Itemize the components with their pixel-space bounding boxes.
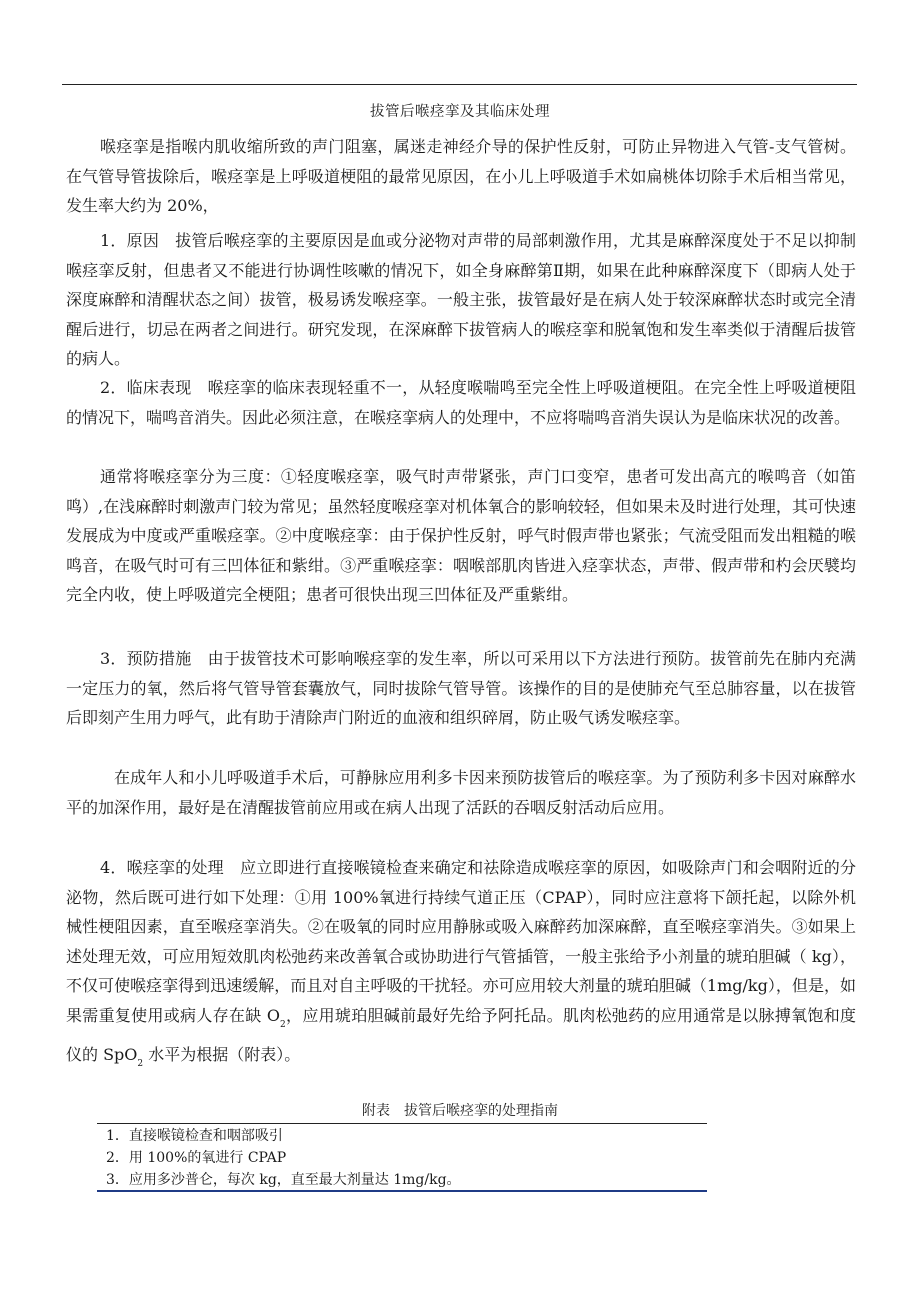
prevention-paragraph: 3．预防措施 由于拔管技术可影响喉痉挛的发生率，所以可采用以下方法进行预防。拔管前先在肺内充满一定压力的氧，然后将气管导管套囊放气，同时拔除气管导管。该操作的目的是使肺充气至总肺容量，以在拔管后即刻产生用力呼气，此有助于清除声门附近的血液和组织碎屑，防止吸气诱发喉痉挛。 — [66, 649, 856, 727]
treatment-text-c: 水平为根据（附表）。 — [143, 1045, 301, 1064]
table-caption: 附表 拔管后喉痉挛的处理指南 — [362, 1103, 558, 1119]
intro-paragraph: 喉痉挛是指喉内肌收缩所致的声门阻塞，属迷走神经介导的保护性反射，可防止异物进入气管-支气管树。在气管导管拔除后，喉痉挛是上呼吸道梗阻的最常见原因，在小儿上呼吸道手术如扁桃体切除手术后相当常见，发生率大约为 20%， — [66, 137, 856, 215]
subscript-2: 2 — [280, 1019, 286, 1030]
header-rule — [62, 84, 857, 85]
table-row: 3．应用多沙普仑，每次 kg，直至最大剂量达 1mg/kg。 — [106, 1172, 461, 1188]
cause-paragraph: 1．原因 拔管后喉痉挛的主要原因是血或分泌物对声带的局部刺激作用，尤其是麻醉深度处于不足以抑制喉痉挛反射，但患者又不能进行协调性咳嗽的情况下，如全身麻醉第Ⅱ期，如果在此种麻醉深度下（即病人处于深度麻醉和清醒状态之间）拔管，极易诱发喉痉挛。一般主张，拔管最好是在病人处于较深麻醉状态时或完全清醒后进行，切忌在两者之间进行。研究发现，在深麻醉下拔管病人的喉痉挛和脱氧饱和发生率类似于清醒后拔管的病人。 — [66, 231, 856, 368]
table-top-rule — [97, 1123, 707, 1124]
treatment-text-a: 4．喉痉挛的处理 应立即进行直接喉镜检查来确定和祛除造成喉痉挛的原因，如吸除声门和会咽附近的分泌物，然后既可进行如下处理：①用 100%氧进行持续气道正压（CPAP），同时应注意将下颌托起，以除外机械性梗阻因素，直至喉痉挛消失。②在吸氧的同时应用静脉或吸入麻醉药加深麻醉，直至喉痉挛消失。③如果上述处理无效，可应用短效肌肉松弛药来改善氧合或协助进行气管插管，一般主张给予小剂量的琥珀胆碱（ kg），不仅可使喉痉挛得到迅速缓解，而且对自主呼吸的干扰轻。亦可应用较大剂量的琥珀胆碱（1mg/kg），但是，如果需重复使用或病人存在缺 O — [66, 858, 856, 1025]
degrees-paragraph: 通常将喉痉挛分为三度：①轻度喉痉挛，吸气时声带紧张，声门口变窄，患者可发出高亢的喉鸣音（如笛鸣）,在浅麻醉时刺激声门较为常见；虽然轻度喉痉挛对机体氧合的影响较轻，但如果未及时进行处理，其可快速发展成为中度或严重喉痉挛。②中度喉痉挛：由于保护性反射，呼气时假声带也紧张；气流受阻而发出粗糙的喉鸣音，在吸气时可有三凹体征和紫绀。③严重喉痉挛：咽喉部肌肉皆进入痉挛状态，声带、假声带和杓会厌襞均完全内收，使上呼吸道完全梗阻；患者可很快出现三凹体征及严重紫绀。 — [66, 467, 856, 604]
table-row: 1．直接喉镜检查和咽部吸引 — [106, 1128, 283, 1144]
lidocaine-paragraph: 在成年人和小儿呼吸道手术后，可静脉应用利多卡因来预防拔管后的喉痉挛。为了预防利多卡因对麻醉水平的加深作用，最好是在清醒拔管前应用或在病人出现了活跃的吞咽反射活动后应用。 — [66, 768, 856, 817]
treatment-text-b: ，应用琥珀胆碱前最好先给予阿托品。肌肉松弛药的应用通常是以脉搏氧饱和度仪的 SpO — [66, 1005, 856, 1064]
treatment-paragraph — [66, 853, 856, 1080]
document-title: 拔管后喉痉挛及其临床处理 — [370, 104, 550, 120]
clinical-paragraph: 2．临床表现 喉痉挛的临床表现轻重不一，从轻度喉喘鸣至完全性上呼吸道梗阻。在完全性上呼吸道梗阻的情况下，喘鸣音消失。因此必须注意，在喉痉挛病人的处理中，不应将喘鸣音消失误认为是临床状况的改善。 — [66, 378, 856, 427]
table-row: 2．用 100%的氧进行 CPAP — [106, 1150, 287, 1166]
subscript-2: 2 — [137, 1059, 144, 1069]
table-bottom-rule — [97, 1190, 707, 1192]
